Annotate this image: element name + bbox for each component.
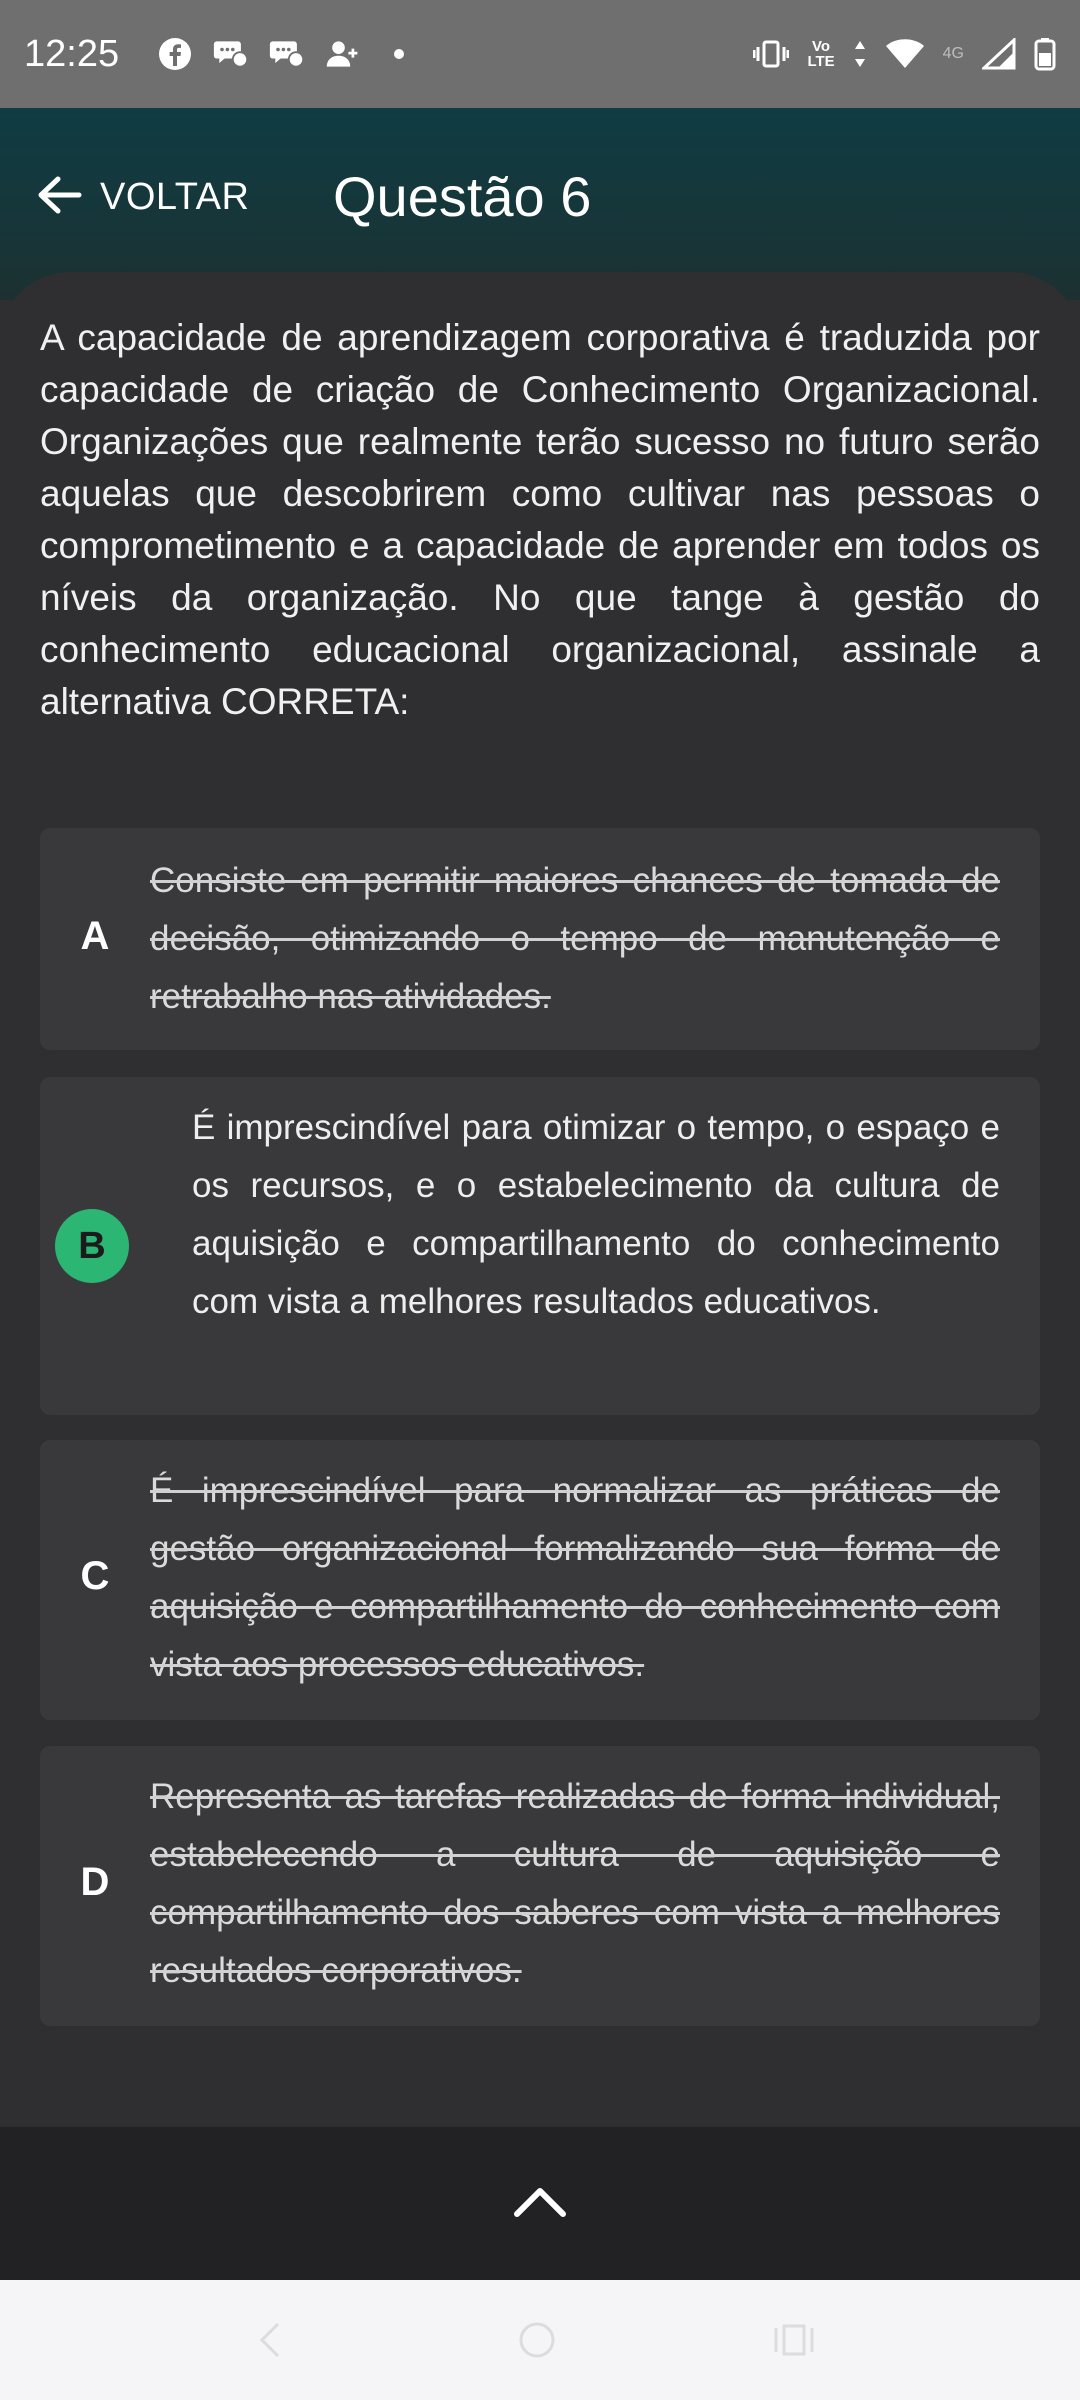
option-a[interactable]: [40, 828, 1040, 1050]
option-d[interactable]: [40, 1746, 1040, 2026]
battery-icon: [1034, 36, 1056, 72]
option-text: Representa as tarefas realizadas de forma individual, estabelecendo a cultura de aquisição e compartilhamento dos saberes com vista a melhores resultados corporativos.: [150, 1777, 1000, 1990]
nav-back-icon[interactable]: [250, 2310, 290, 2370]
option-text: Consiste em permitir maiores chances de tomada de decisão, otimizando o tempo de manutenção e retrabalho nas atividades.: [150, 861, 1000, 1016]
messenger-chat-icon-2: [269, 36, 305, 72]
messenger-chat-icon: [213, 36, 249, 72]
arrow-left-icon: [36, 175, 82, 220]
vibrate-icon: [753, 36, 789, 72]
back-button[interactable]: [36, 152, 249, 242]
system-nav-bar: [0, 2280, 1080, 2400]
option-letter: C: [80, 1554, 110, 1598]
status-time: 12:25: [24, 32, 120, 75]
option-text: É imprescindível para normalizar as práticas de gestão organizacional formalizando sua forma de aquisição e compartilhamento do conhecimento com vista aos processos educativos.: [150, 1471, 1000, 1684]
bottom-bar: [0, 2127, 1080, 2280]
question-text: A capacidade de aprendizagem corporativa é traduzida por capacidade de criação de Conhecimento Organizacional. Organizações que realmente terão sucesso no futuro serão aquelas que descobrirem como cultivar nas pessoas o comprometimento e a capacidade de aprender em todos os níveis da organização. No que tange à gestão do conhecimento educacional organizacional, assinale a alternativa CORRETA:: [40, 317, 1040, 722]
more-notifications-dot-icon: [381, 36, 417, 72]
network-type-icon: 4G: [942, 45, 964, 62]
option-letter: D: [80, 1860, 110, 1904]
selected-badge: B: [55, 1209, 129, 1283]
notification-icons: [157, 36, 417, 72]
nav-recents-icon[interactable]: [770, 2310, 818, 2370]
volte-icon: Vo LTE: [807, 38, 835, 70]
data-transfer-icon: [853, 36, 867, 72]
status-bar: [0, 0, 1080, 108]
question-card: [0, 272, 1080, 2127]
facebook-icon: [157, 36, 193, 72]
add-person-icon: [325, 36, 361, 72]
option-b[interactable]: [40, 1077, 1040, 1415]
signal-icon: [982, 36, 1016, 72]
option-text: É imprescindível para otimizar o tempo, o espaço e os recursos, e o estabelecimento da cultura de aquisição e compartilhamento do conhecimento com vista a melhores resultados educativos.: [192, 1108, 1000, 1321]
chevron-up-icon[interactable]: [512, 2183, 568, 2224]
page-title: Questão 6: [333, 164, 592, 228]
option-c[interactable]: [40, 1440, 1040, 1720]
option-letter: A: [80, 914, 110, 958]
system-icons: [753, 36, 1056, 72]
wifi-icon: [885, 36, 925, 72]
back-label: VOLTAR: [100, 175, 250, 218]
nav-home-icon[interactable]: [515, 2310, 559, 2370]
